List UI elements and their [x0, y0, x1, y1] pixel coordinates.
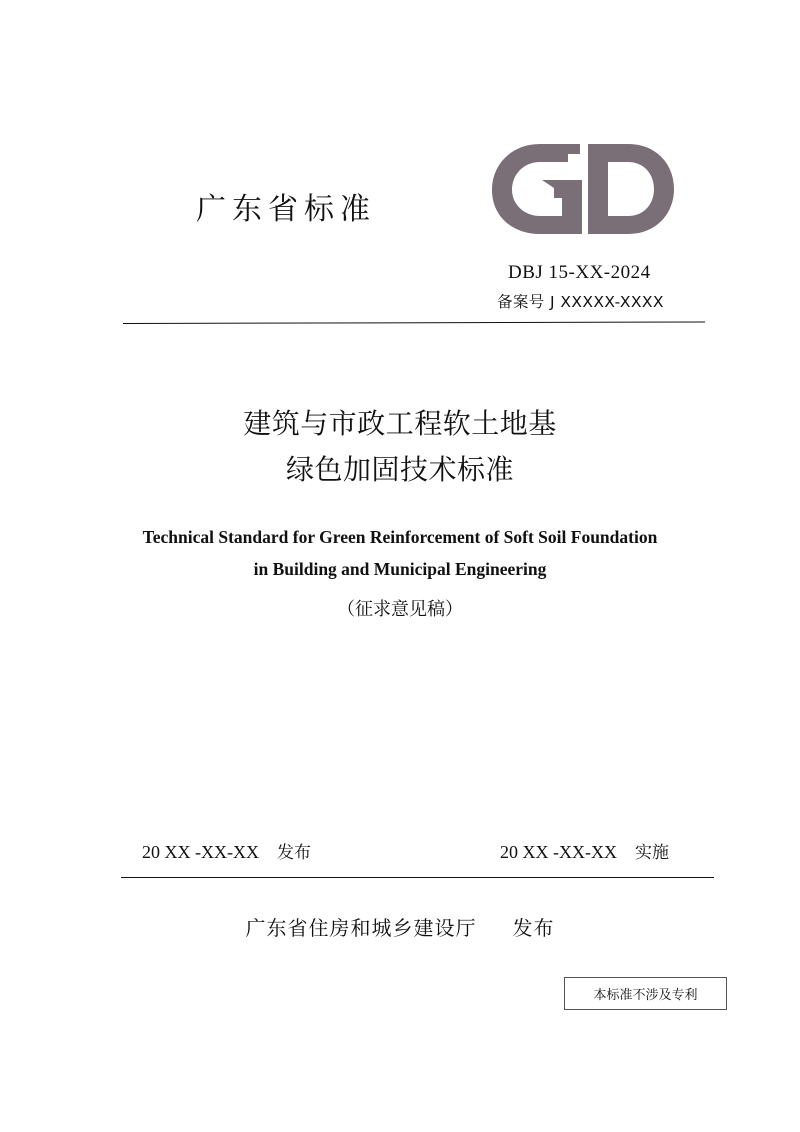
logo-letter-d — [588, 144, 674, 234]
gd-logo — [488, 140, 678, 238]
implement-date-block — [500, 838, 669, 863]
logo-letter-g — [492, 144, 582, 234]
issuer-name: 广东省住房和城乡建设厅 — [245, 916, 477, 940]
implement-label: 实施 — [634, 843, 669, 863]
standard-code: DBJ 15-XX-2024 — [508, 262, 651, 283]
draft-note: （征求意见稿） — [337, 599, 463, 620]
standard-type: 广东省标准 — [196, 192, 376, 227]
implement-date: 20 XX -XX-XX — [500, 842, 617, 862]
publish-date-block — [142, 838, 311, 863]
title-en-line1: Technical Standard for Green Reinforcement of Soft Soil Foundation — [142, 527, 658, 547]
title-zh-line2: 绿色加固技术标准 — [285, 453, 514, 486]
title-en-line2: in Building and Municipal Engineering — [253, 559, 547, 579]
bottom-divider — [121, 877, 714, 878]
patent-note-box — [564, 977, 727, 1010]
record-number: 备案号 J XXXXX-XXXX — [497, 293, 664, 311]
issuer — [0, 912, 800, 941]
issuer-action: 发布 — [512, 916, 555, 940]
publish-label: 发布 — [276, 843, 311, 863]
patent-note: 本标准不涉及专利 — [593, 987, 698, 1002]
top-divider — [123, 321, 705, 324]
publish-date: 20 XX -XX-XX — [142, 842, 259, 862]
title-zh-line1: 建筑与市政工程软土地基 — [243, 407, 557, 440]
